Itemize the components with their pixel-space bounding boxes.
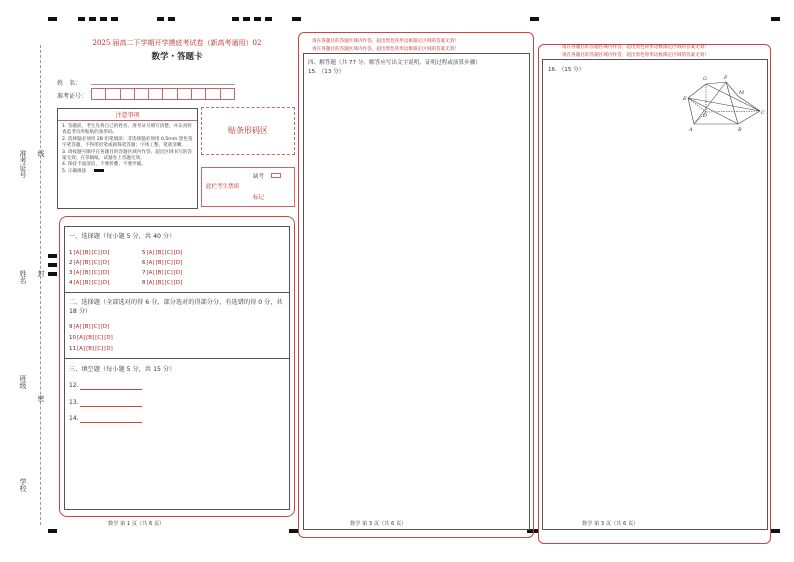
timing-mark: [530, 17, 539, 21]
choice-row[interactable]: 5[A][B][C][D]: [142, 250, 183, 256]
notice-item: 5. 正确填涂: [62, 169, 193, 175]
side-label-name: 姓名: [19, 270, 27, 284]
page-footer: 数学 第 3 页（共 6 页）: [582, 521, 639, 527]
edge-eb: [688, 98, 738, 124]
warning-text: 请在各题目的答题区域内作答，超出黑色矩形边框限定区域的答案无效！: [312, 47, 460, 52]
notice-item: 3. 请按题号顺序在各题目的答题区域内作答，超出区域书写的答案无效；在草稿纸、试题卷上答题无效。: [62, 149, 192, 162]
timing-mark: [232, 17, 239, 21]
notice-title: 注意事项: [58, 109, 197, 121]
page-footer: 数学 第 1 页（共 6 页）: [108, 521, 165, 527]
blank-item[interactable]: 13.: [69, 399, 79, 406]
absent-mark-label: 标记: [253, 195, 265, 201]
notice-item: 1. 答题前，考生先将自己的姓名、准考证号填写清楚，并认真检查监考员所粘贴的条形码。: [62, 124, 192, 136]
blank-line[interactable]: [80, 406, 142, 407]
timing-mark: [292, 17, 301, 21]
section4-title: 四、解答题（共 77 分，解答应写出文字说明、证明过程或演算步骤）: [308, 60, 481, 66]
absent-note: 此栏考生禁填: [206, 184, 240, 190]
id-label: 准考证号：: [57, 93, 88, 100]
divider: [64, 292, 290, 293]
timing-mark: [100, 17, 107, 21]
side-label-class: 班级: [19, 375, 27, 389]
vertex-d: D: [703, 113, 708, 119]
question-16: 16. （15 分）: [548, 67, 585, 73]
timing-mark: [771, 529, 780, 533]
timing-mark: [48, 529, 57, 533]
notice-box: [57, 108, 198, 209]
side-label-school: 学校: [19, 478, 27, 492]
name-field[interactable]: [91, 84, 235, 85]
binding-line: [40, 45, 41, 525]
absent-checkbox[interactable]: [271, 173, 281, 178]
blank-item[interactable]: 14.: [69, 415, 79, 422]
blank-item[interactable]: 12.: [69, 382, 79, 389]
choice-row[interactable]: 9[A][B][C][D]: [69, 324, 110, 330]
barcode-area: [201, 107, 295, 155]
choice-row[interactable]: 2[A][B][C][D]: [69, 260, 110, 266]
edge-af: [694, 82, 726, 124]
timing-mark: [254, 17, 261, 21]
side-label-line: 线: [37, 150, 45, 157]
section1-right-column: [142, 248, 182, 288]
timing-mark: [48, 254, 57, 258]
vertex-e: E: [683, 96, 687, 102]
timing-mark: [48, 17, 57, 21]
vertex-c: C: [761, 110, 765, 116]
absent-label: 缺考: [253, 174, 265, 180]
divider: [64, 358, 290, 359]
timing-mark: [78, 17, 85, 21]
notice-item: 4. 保持卡面清洁，不要折叠、不要弄破。: [62, 162, 146, 168]
choice-row[interactable]: 3[A][B][C][D]: [69, 270, 110, 276]
edge-fb: [726, 82, 738, 124]
id-boxes[interactable]: [91, 88, 235, 100]
answer-area-15[interactable]: [303, 53, 530, 530]
timing-mark: [111, 17, 118, 21]
vertex-b: B: [738, 127, 742, 133]
vertex-g: G: [703, 76, 707, 82]
question-15: 15. （13 分）: [308, 69, 345, 75]
edge-gf: [706, 82, 726, 84]
warning-text: 请在各题目的答题区域内作答，超出黑色矩形边框限定区域的答案无效！: [312, 39, 460, 44]
edge-ec: [688, 98, 760, 111]
choice-row[interactable]: 10[A][B][C][D]: [69, 335, 113, 341]
answer-sheet-title: 数学・答题卡: [151, 52, 203, 62]
choice-row[interactable]: 1[A][B][C][D]: [69, 250, 110, 256]
edge-bc: [738, 111, 760, 124]
warning-text: 请在各题目的答题区域内作答，超出黑色矩形边框限定区域的答案无效！: [562, 45, 710, 50]
choice-row[interactable]: 7[A][B][C][D]: [142, 270, 183, 276]
geometry-figure: [682, 72, 766, 134]
vertex-f: F: [724, 75, 728, 81]
page-title: 2025 届高二下学期开学摸底考试卷（新高考通用）02: [92, 39, 262, 47]
timing-mark: [265, 17, 272, 21]
timing-mark: [157, 17, 164, 21]
page-footer: 数学 第 3 页（共 6 页）: [350, 521, 407, 527]
side-label-seal: 封: [37, 270, 45, 277]
timing-mark: [89, 17, 96, 21]
vertex-a: A: [689, 127, 693, 133]
blank-line[interactable]: [80, 389, 142, 390]
edge-eg: [688, 84, 706, 98]
absent-box: [201, 167, 295, 207]
name-label: 姓 名：: [57, 80, 82, 87]
section2-title: 二、选择题（全部选对的得 6 分，部分选对的得部分分，有选错的得 0 分，共 18 分）: [69, 299, 283, 315]
vertex-m: M: [739, 90, 745, 96]
timing-mark: [771, 17, 780, 21]
side-label-id: 准考证号: [19, 150, 27, 178]
choice-row[interactable]: 4[A][B][C][D]: [69, 280, 110, 286]
section1-title: 一、选择题（每小题 5 分，共 40 分）: [69, 233, 176, 240]
timing-mark: [243, 17, 250, 21]
barcode-area-label: 贴条形码区: [228, 126, 268, 135]
side-label-seal2: 密: [37, 395, 45, 402]
section3-title: 三、填空题（每小题 5 分，共 15 分）: [69, 366, 176, 373]
section1-left-column: [69, 248, 109, 288]
choice-row[interactable]: 8[A][B][C][D]: [142, 280, 183, 286]
warning-text: 请在各题目的答题区域内作答，超出黑色矩形边框限定区域的答案无效！: [562, 53, 710, 58]
timing-mark: [48, 263, 57, 267]
filled-mark-sample: [94, 169, 104, 172]
notice-item: 2. 选择题必须用 2B 铅笔填涂；非选择题必须用 0.5mm 黑色签字笔答题，不得用铅笔或圆珠笔答题；字体工整、笔迹清晰。: [62, 136, 193, 149]
blank-line[interactable]: [80, 422, 142, 423]
timing-mark: [48, 272, 57, 276]
section2-rows: [69, 322, 113, 355]
timing-mark: [168, 17, 175, 21]
choice-row[interactable]: 6[A][B][C][D]: [142, 260, 183, 266]
choice-row[interactable]: 11[A][B][C][D]: [69, 346, 113, 352]
